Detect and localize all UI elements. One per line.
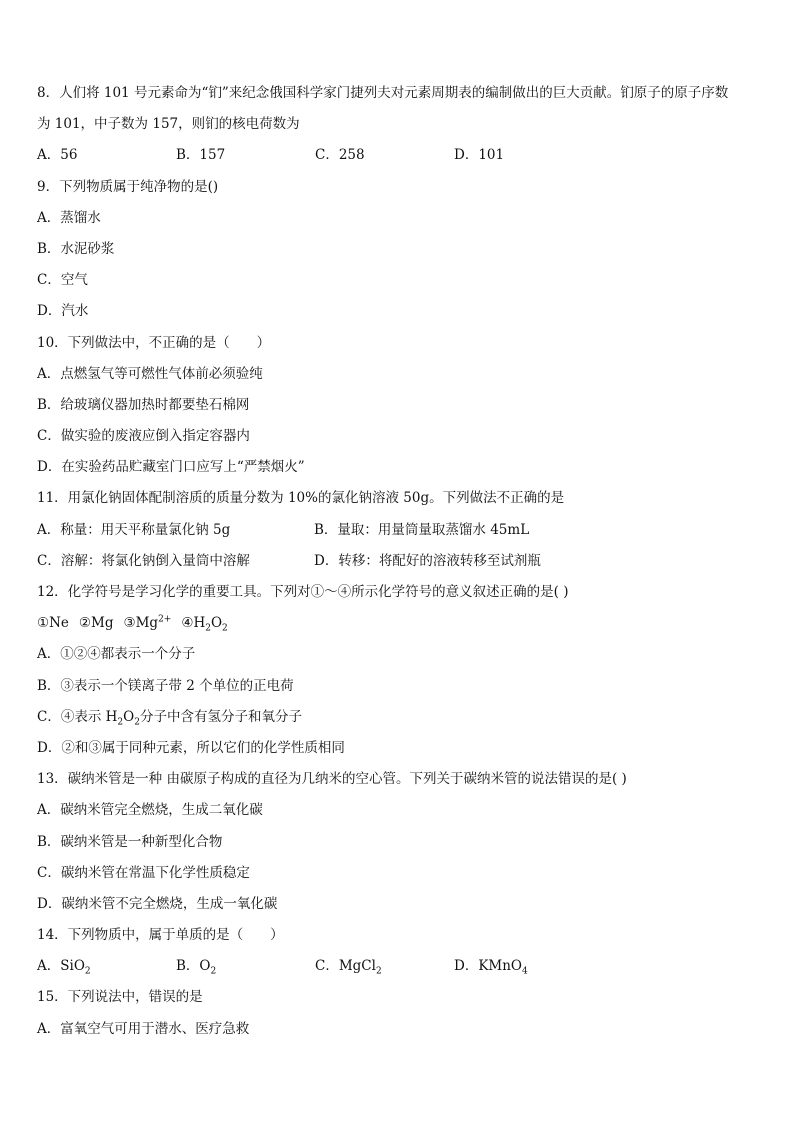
symbol-3: [123, 608, 171, 639]
option-c-formula: C．MgCl: [315, 958, 376, 975]
question-14-stem: 14．下列物质中，属于单质的是（ ）: [37, 927, 284, 944]
option-d-formula: D．KMnO: [454, 958, 522, 975]
option-a[interactable]: A．蒸馏水: [37, 209, 101, 226]
symbol-4-h: ④H: [181, 615, 206, 632]
option-b[interactable]: [176, 951, 315, 982]
question-11-options-row2: [37, 546, 767, 577]
option-a[interactable]: A．称量：用天平称量氯化钠 5g: [37, 521, 231, 538]
option-a[interactable]: A．56: [37, 147, 78, 164]
option-b-formula: B．O: [176, 958, 211, 975]
question-14-options: [37, 951, 767, 982]
option-b[interactable]: B．碳纳米管是一种新型化合物: [37, 833, 223, 850]
symbol-4-o: O: [210, 615, 223, 632]
symbol-2: ②Mg: [78, 615, 114, 632]
question-8-stem-line2: 为 101，中子数为 157，则钔的核电荷数为: [37, 116, 300, 133]
question-12-stem: 12．化学符号是学习化学的重要工具。下列对①～④所示化学符号的意义叙述正确的是( ): [37, 584, 569, 600]
question-13-stem: 13．碳纳米管是一种 由碳原子构成的直径为几纳米的空心管。下列关于碳纳米管的说法错误的是( ): [37, 771, 627, 788]
option-d-sub: 4: [522, 966, 528, 977]
exam-page: [37, 78, 767, 1045]
option-c[interactable]: [37, 702, 767, 733]
option-a[interactable]: A．富氧空气可用于潜水、医疗急救: [37, 1020, 250, 1037]
symbol-4: [181, 608, 227, 639]
option-b[interactable]: B．水泥砂浆: [37, 240, 115, 257]
option-d[interactable]: D．汽水: [37, 303, 89, 320]
question-10-stem: 10．下列做法中，不正确的是（ ）: [37, 334, 271, 351]
option-b[interactable]: B．给玻璃仪器加热时都要垫石棉网: [37, 396, 250, 413]
option-c-sub: 2: [375, 966, 382, 977]
option-a-formula: A．SiO: [37, 958, 85, 975]
option-d[interactable]: [454, 951, 593, 982]
option-a[interactable]: A．点燃氢气等可燃性气体前必须验纯: [37, 365, 263, 382]
option-a-sub: 2: [84, 966, 91, 977]
option-a[interactable]: A．碳纳米管完全燃烧，生成二氧化碳: [37, 802, 263, 819]
question-12-symbols: [37, 608, 767, 639]
option-c-pre: C．④表示 H: [37, 708, 118, 725]
question-9-stem: 9．下列物质属于纯净物的是(): [37, 178, 219, 195]
symbol-1: ①Ne: [37, 615, 69, 632]
question-11-options-row1: [37, 515, 767, 546]
option-c[interactable]: C．258: [315, 147, 365, 164]
option-c[interactable]: C．做实验的废液应倒入指定容器内: [37, 428, 250, 445]
option-b[interactable]: B．③表示一个镁离子带 2 个单位的正电荷: [37, 677, 294, 694]
option-c-sub1: 2: [117, 717, 124, 728]
question-8-stem-line1: 8．人们将 101 号元素命为“钔”来纪念俄国科学家门捷列夫对元素周期表的编制做出的巨大贡献。钔原子的原子序数: [37, 85, 729, 101]
option-d[interactable]: D．转移：将配好的溶液转移至试剂瓶: [314, 552, 541, 569]
option-b-sub: 2: [210, 966, 217, 977]
symbol-3-base: ③Mg: [123, 615, 159, 632]
option-c-mid: O: [123, 708, 135, 725]
option-c[interactable]: [315, 951, 454, 982]
option-d[interactable]: D．碳纳米管不完全燃烧，生成一氧化碳: [37, 895, 278, 912]
option-b[interactable]: B．157: [176, 147, 226, 164]
option-d[interactable]: D．101: [454, 147, 505, 164]
question-11-stem: 11．用氯化钠固体配制溶质的质量分数为 10%的氯化钠溶液 50g。下列做法不正确的是: [37, 490, 565, 507]
option-c-post: 分子中含有氢分子和氧分子: [139, 708, 302, 725]
question-15-stem: 15．下列说法中，错误的是: [37, 989, 203, 1006]
option-c[interactable]: C．碳纳米管在常温下化学性质稳定: [37, 864, 250, 881]
option-a[interactable]: [37, 951, 176, 982]
question-8-options: [37, 140, 767, 171]
option-c[interactable]: C．溶解：将氯化钠倒入量筒中溶解: [37, 552, 250, 569]
symbol-4-sub2: 2: [222, 623, 228, 634]
option-c[interactable]: C．空气: [37, 272, 88, 289]
option-b[interactable]: B．量取：用量筒量取蒸馏水 45mL: [314, 521, 530, 538]
symbol-4-sub1: 2: [205, 623, 211, 634]
symbol-3-charge: 2+: [158, 614, 172, 625]
option-c-sub2: 2: [134, 717, 140, 728]
option-a[interactable]: A．①②④都表示一个分子: [37, 646, 196, 663]
option-d[interactable]: D．在实验药品贮藏室门口应写上“严禁烟火”: [37, 459, 305, 476]
option-d[interactable]: D．②和③属于同种元素，所以它们的化学性质相同: [37, 739, 345, 756]
